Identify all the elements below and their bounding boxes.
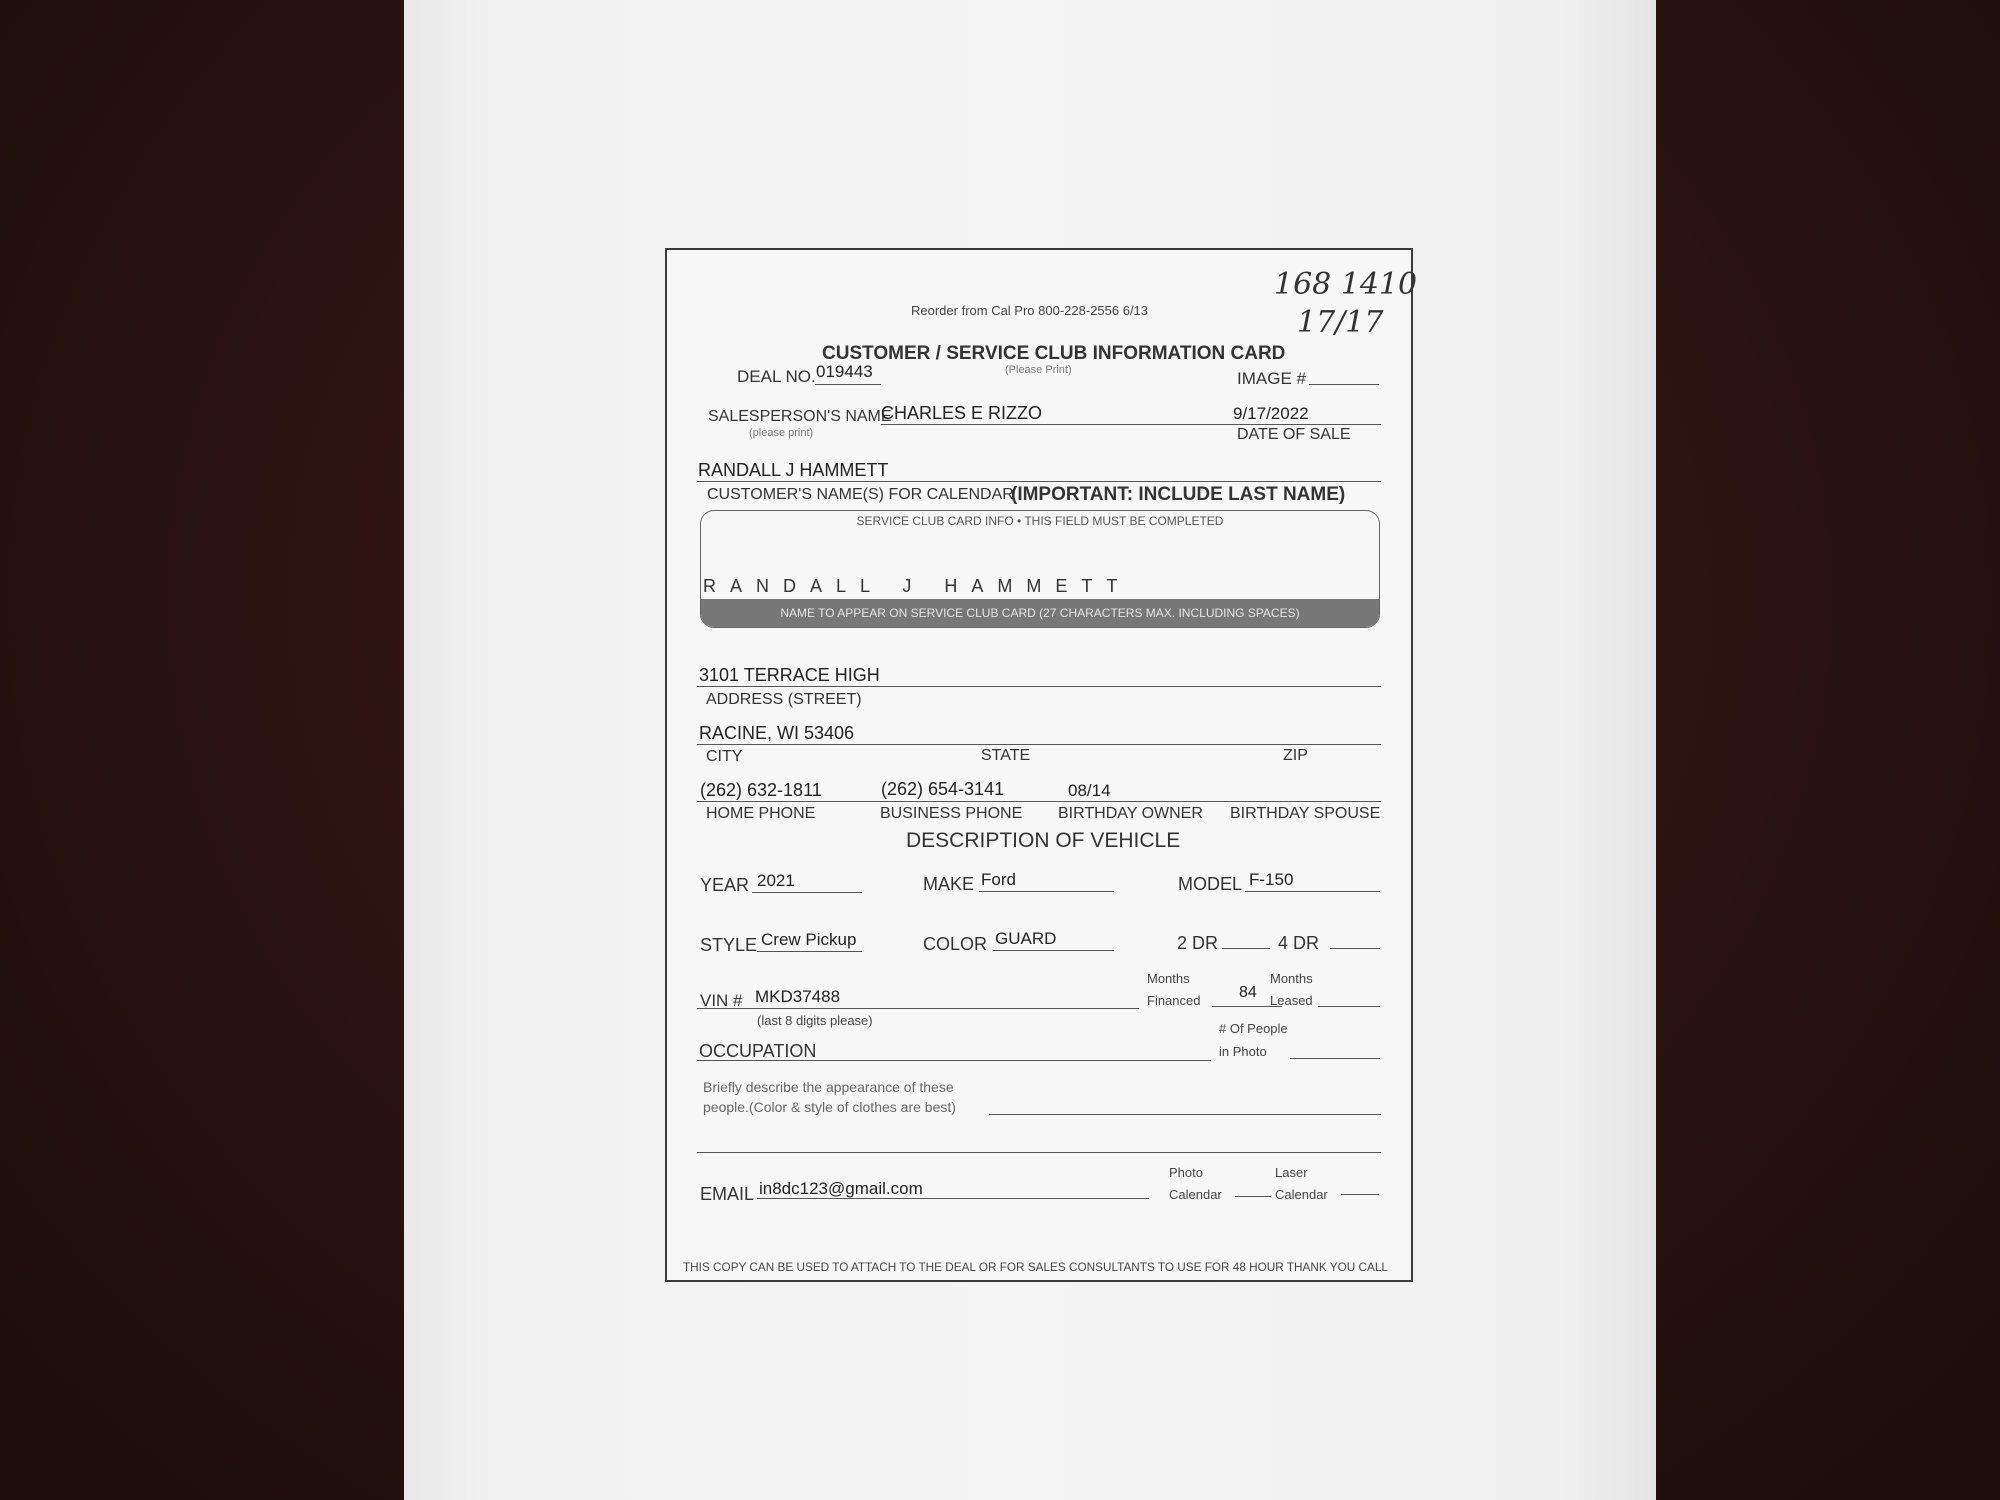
phones-line xyxy=(697,801,1381,802)
vin-value[interactable]: MKD37488 xyxy=(755,987,841,1006)
vin-sub-label: (last 8 digits please) xyxy=(757,1013,873,1028)
months-financed-value[interactable]: 84 xyxy=(1239,984,1257,1001)
reorder-info: Reorder from Cal Pro 800-228-2556 6/13 xyxy=(911,303,1149,318)
image-no-label: IMAGE # xyxy=(1237,369,1306,388)
business-phone-label: BUSINESS PHONE xyxy=(880,805,1023,822)
months-leased-line[interactable] xyxy=(1318,1006,1380,1007)
laser-calendar-label-2: Calendar xyxy=(1275,1187,1328,1202)
deal-no-value[interactable]: 019443 xyxy=(816,362,873,381)
deal-no-label: DEAL NO. xyxy=(737,367,816,386)
please-print-note: (Please Print) xyxy=(1005,364,1072,376)
address-line xyxy=(697,686,1381,687)
city-value[interactable]: RACINE, WI 53406 xyxy=(699,723,855,743)
state-label: STATE xyxy=(981,747,1031,764)
birthday-spouse-label: BIRTHDAY SPOUSE xyxy=(1230,805,1381,822)
customer-name-label: CUSTOMER'S NAME(S) FOR CALENDAR xyxy=(707,486,1014,503)
service-club-footer: NAME TO APPEAR ON SERVICE CLUB CARD (27 CHARACTERS MAX. INCLUDING SPACES) xyxy=(701,599,1379,627)
financed-label: Financed xyxy=(1147,993,1201,1008)
business-phone-value[interactable]: (262) 654-3141 xyxy=(881,779,1005,799)
year-value[interactable]: 2021 xyxy=(757,871,795,890)
salesperson-label: SALESPERSON'S NAME xyxy=(708,408,892,425)
salesperson-value[interactable]: CHARLES E RIZZO xyxy=(881,403,1043,423)
describe-label-1: Briefly describe the appearance of these xyxy=(703,1079,954,1095)
people-count-label-2: in Photo xyxy=(1219,1044,1267,1059)
email-line xyxy=(757,1198,1149,1199)
leased-label: Leased xyxy=(1270,993,1313,1008)
style-label: STYLE xyxy=(700,935,758,955)
people-count-label-1: # Of People xyxy=(1219,1021,1288,1036)
email-label: EMAIL xyxy=(700,1184,755,1204)
model-value[interactable]: F-150 xyxy=(1249,870,1294,889)
address-label: ADDRESS (STREET) xyxy=(706,691,862,708)
salesperson-sub-label: (please print) xyxy=(749,427,814,439)
style-value[interactable]: Crew Pickup xyxy=(761,930,857,949)
city-label: CITY xyxy=(706,748,743,765)
color-line xyxy=(993,950,1114,951)
address-value[interactable]: 3101 TERRACE HIGH xyxy=(699,665,880,685)
months-financed-top: Months xyxy=(1147,971,1190,986)
photo-calendar-line[interactable] xyxy=(1235,1196,1271,1197)
describe-line-2[interactable] xyxy=(697,1152,1381,1153)
vin-line xyxy=(697,1008,1139,1009)
photo-calendar-label-1: Photo xyxy=(1169,1165,1203,1180)
deal-no-line xyxy=(815,384,881,385)
occupation-label: OCCUPATION xyxy=(699,1041,817,1061)
home-phone-value[interactable]: (262) 632-1811 xyxy=(700,780,822,800)
describe-label-2: people.(Color & style of clothes are best) xyxy=(703,1099,956,1115)
information-card xyxy=(665,248,1418,1282)
home-phone-label: HOME PHONE xyxy=(706,805,816,822)
email-value[interactable]: in8dc123@gmail.com xyxy=(759,1179,923,1198)
date-of-sale-value[interactable]: 9/17/2022 xyxy=(1233,404,1309,423)
year-line xyxy=(752,892,862,893)
people-count-line[interactable] xyxy=(1290,1058,1380,1059)
image-no-line[interactable] xyxy=(1309,384,1379,385)
laser-calendar-label-1: Laser xyxy=(1275,1165,1308,1180)
handwritten-note-2: 17/17 xyxy=(1297,305,1384,340)
vin-label: VIN # xyxy=(700,991,743,1010)
style-line xyxy=(757,951,862,952)
service-club-header: SERVICE CLUB CARD INFO • THIS FIELD MUST BE COMPLETED xyxy=(856,514,1224,528)
birthday-owner-label: BIRTHDAY OWNER xyxy=(1058,805,1203,822)
salesperson-line xyxy=(881,424,1381,425)
laser-calendar-line[interactable] xyxy=(1341,1194,1379,1195)
city-line xyxy=(697,744,1381,745)
photo-calendar-label-2: Calendar xyxy=(1169,1187,1222,1202)
year-label: YEAR xyxy=(700,875,750,895)
card-title: CUSTOMER / SERVICE CLUB INFORMATION CARD xyxy=(822,343,1286,364)
customer-name-line xyxy=(697,481,1381,482)
customer-name-value[interactable]: RANDALL J HAMMETT xyxy=(698,460,889,480)
service-club-name[interactable]: RANDALL J HAMMETT xyxy=(703,576,1132,596)
model-label: MODEL xyxy=(1178,874,1243,894)
four-door-label: 4 DR xyxy=(1278,933,1320,953)
model-line xyxy=(1245,891,1380,892)
handwritten-note-1: 168 1410 xyxy=(1274,267,1418,302)
card-footer-note: THIS COPY CAN BE USED TO ATTACH TO THE DEAL OR FOR SALES CONSULTANTS TO USE FOR 48 HOUR THANK YOU CALL xyxy=(683,1260,1388,1274)
include-last-name-note: (IMPORTANT: INCLUDE LAST NAME) xyxy=(1011,484,1346,505)
color-value[interactable]: GUARD xyxy=(995,929,1057,948)
make-value[interactable]: Ford xyxy=(981,870,1016,889)
birthday-owner-value[interactable]: 08/14 xyxy=(1068,781,1111,800)
date-of-sale-label: DATE OF SALE xyxy=(1237,426,1351,443)
months-leased-top: Months xyxy=(1270,971,1313,986)
vehicle-section-title: DESCRIPTION OF VEHICLE xyxy=(906,829,1181,852)
describe-line-1[interactable] xyxy=(989,1114,1381,1115)
service-club-box xyxy=(700,510,1380,628)
occupation-line[interactable] xyxy=(697,1060,1211,1061)
two-door-line[interactable] xyxy=(1222,948,1270,949)
make-label: MAKE xyxy=(923,874,975,894)
zip-label: ZIP xyxy=(1283,747,1308,764)
four-door-line[interactable] xyxy=(1330,948,1380,949)
two-door-label: 2 DR xyxy=(1177,933,1219,953)
make-line xyxy=(979,891,1114,892)
color-label: COLOR xyxy=(923,934,988,954)
